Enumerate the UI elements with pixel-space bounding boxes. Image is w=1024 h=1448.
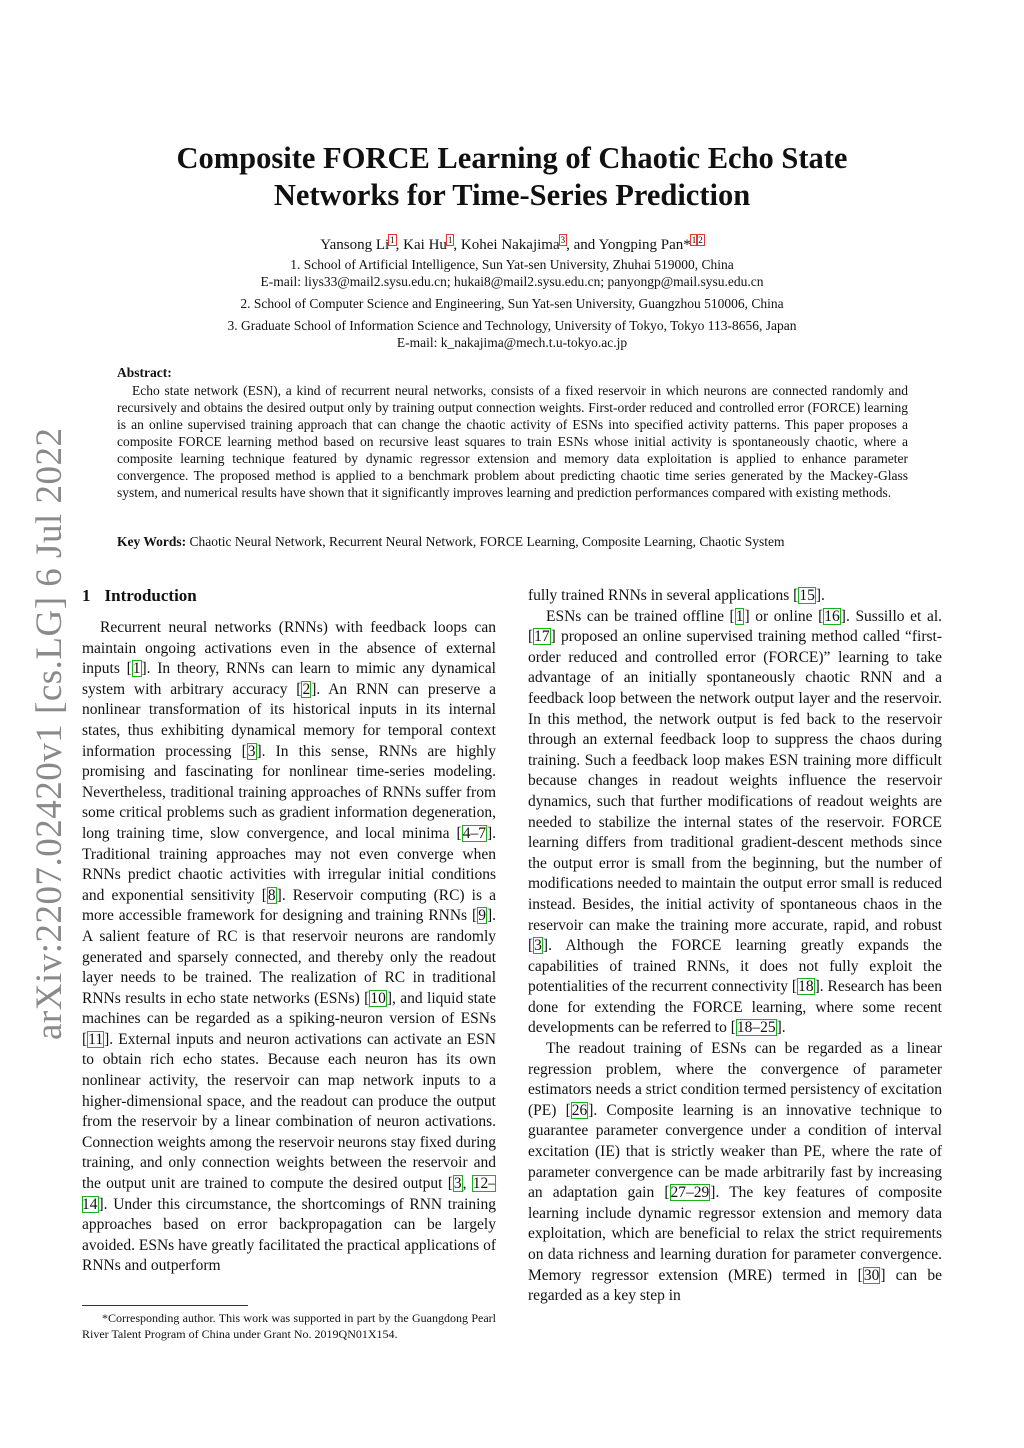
citation-link[interactable]: 15	[799, 587, 815, 604]
affiliation-link[interactable]: 1	[390, 235, 395, 245]
keywords-list: Chaotic Neural Network, Recurrent Neural Network, FORCE Learning, Composite Learning, Chaotic System	[189, 534, 785, 549]
affiliation-1	[130, 256, 894, 290]
affiliation-link[interactable]: 1	[447, 235, 453, 245]
affiliation-link[interactable]: 2	[698, 235, 703, 245]
author-name: Yongping Pan*	[598, 237, 691, 253]
citation-link[interactable]: 10	[370, 989, 386, 1007]
citation-link[interactable]: 2	[302, 680, 311, 698]
affiliation-3-name: 3. Graduate School of Information Science and Technology, University of Tokyo, Tokyo 113-8656, Japan	[227, 318, 797, 333]
left-column	[82, 618, 496, 1277]
citation-link[interactable]: 11	[88, 1030, 104, 1048]
section-heading-introduction	[82, 586, 197, 606]
citation-link[interactable]: 4–7	[462, 824, 486, 842]
affiliation-3-email: E-mail: k_nakajima@mech.t.u-tokyo.ac.jp	[396, 335, 628, 350]
citation-link[interactable]: 27–29	[670, 1184, 710, 1202]
keywords	[117, 533, 908, 550]
citation-link[interactable]: 30	[863, 1266, 880, 1284]
affiliation-2: 2. School of Computer Science and Engineering, Sun Yat-sen University, Guangzhou 510006, China	[240, 296, 784, 311]
intro-paragraph-3: ESNs can be trained offline [1] or online [16]. Sussillo et al. [17] proposed an online supervised training method called “first-order reduced and controlled error (FORCE)” learning to take advantage of an initially spontaneously chaotic RNN and a feedback loop between the network output layer and the reservoir. In this method, the network output is fed back to the reservoir through an external feedback loop to suppress the chaos during training. Such a feedback loop makes ESN training more difficult because changes in readout weights influence the reservoir dynamics, such that further modifications of readout weights are needed to stabilize the internal states of the reservoir. FORCE learning differs from traditional gradient-descent methods since the output error is small from the beginning, but the number of modifications needed to maintain the output error small is reduced instead. Besides, the initial activity of spontaneous chaos in the reservoir can make the training more accurate, rapid, and robust [3]. Although the FORCE learning greatly expands the capabilities of trained RNNs, it does not fully exploit the potentialities of the recurrent connectivity [18]. Research has been done for extending the FORCE learning, where some recent developments can be referred to [18–25].	[528, 607, 943, 1037]
affiliation-link[interactable]: 3	[560, 235, 566, 245]
title-line-2: Networks for Time-Series Prediction	[273, 178, 751, 212]
keywords-label: Key Words:	[117, 534, 187, 549]
right-column	[528, 586, 942, 1307]
author-name: Yansong Li	[320, 237, 390, 253]
citation-link[interactable]: 9	[478, 907, 486, 925]
citation-link[interactable]: 3	[247, 742, 256, 760]
citation-link[interactable]: 16	[824, 607, 840, 625]
footnote: *Corresponding author. This work was supported in part by the Guangdong Pearl River Talent Program of China under Grant No. 2019QN01X154.	[82, 1311, 496, 1341]
citation-link[interactable]: 12–14	[82, 1175, 497, 1213]
author-separator: ,	[395, 237, 404, 253]
intro-paragraph-2: fully trained RNNs in several applications [15].	[528, 587, 825, 604]
citation-link[interactable]: 1	[132, 660, 141, 678]
arxiv-identifier: arXiv:2207.02420v1 [cs.LG] 6 Jul 2022	[29, 427, 70, 1040]
abstract-heading: Abstract:	[117, 365, 172, 380]
affiliation-3	[130, 317, 894, 351]
author-list	[130, 230, 894, 255]
citation-link[interactable]: 1	[735, 607, 744, 625]
citation-link[interactable]: 8	[267, 886, 276, 904]
citation-link[interactable]: 18–25	[736, 1019, 776, 1037]
author-separator: , and	[566, 237, 599, 253]
citation-link[interactable]: 3	[534, 937, 542, 955]
author-name: Kohei Nakajima	[460, 237, 560, 253]
affiliation-link[interactable]: 1	[691, 235, 697, 245]
title-line-1: Composite FORCE Learning of Chaotic Echo State	[176, 141, 848, 175]
author-name: Kai Hu	[403, 237, 447, 253]
citation-link[interactable]: 26	[571, 1101, 588, 1119]
paper-title	[130, 140, 894, 214]
author-separator: ,	[453, 237, 461, 253]
affiliation-1-email: E-mail: liys33@mail2.sysu.edu.cn; hukai8@mail2.sysu.edu.cn; panyongp@mail.sysu.edu.cn	[260, 274, 764, 289]
citation-link[interactable]: 17	[534, 628, 550, 646]
section-title: Introduction	[104, 586, 197, 605]
citation-link[interactable]: 18	[798, 978, 814, 996]
citation-link[interactable]: 3	[453, 1175, 462, 1193]
abstract-text: Echo state network (ESN), a kind of recurrent neural networks, consists of a fixed reservoir in which neurons are connected randomly and recursively and obtains the desired output only by training output connection weights. First-order reduced and controlled error (FORCE) learning is an online supervised training approach that can change the chaotic activity of ESNs into specified activity patterns. This paper proposes a composite FORCE learning method based on recursive least squares to train ESNs whose initial activity is spontaneously chaotic, where a composite learning technique featured by dynamic regressor extension and memory data exploitation is applied to enhance parameter convergence. The proposed method is applied to a benchmark problem about predicting chaotic time series generated by the Mackey-Glass system, and numerical results have shown that it significantly improves learning and prediction performances compared with existing methods.	[117, 383, 908, 500]
intro-paragraph-4: The readout training of ESNs can be regarded as a linear regression problem, where the convergence of parameter estimators needs a strict condition termed persistency of excitation (PE) [26]. Composite learning is an innovative technique to guarantee parameter convergence under a condition of interval excitation (IE) that is strictly weaker than PE, where the rate of parameter convergence can be made arbitrarily fast by increasing an adaptation gain [27–29]. The key features of composite learning include dynamic regressor extension and memory data exploitation, which are beneficial to relax the strict requirements on data richness and learning duration for parameter convergence. Memory regressor extension (MRE) termed in [30] can be regarded as a key step in	[528, 1040, 942, 1305]
author-affiliation-mark[interactable]	[691, 235, 704, 245]
footnote-rule	[82, 1305, 248, 1306]
section-number: 1	[82, 586, 91, 605]
affiliation-1-name: 1. School of Artificial Intelligence, Sun Yat-sen University, Zhuhai 519000, China	[290, 257, 734, 272]
intro-paragraph-1: Recurrent neural networks (RNNs) with feedback loops can maintain ongoing activations even in the absence of external inputs [1]. In theory, RNNs can learn to mimic any dynamical system with arbitrary accuracy [2]. An RNN can preserve a nonlinear transformation of its historical inputs in its internal states, thus exhibiting dynamical memory for temporal context information processing [3]. In this sense, RNNs are highly promising and fascinating for nonlinear time-series modeling. Nevertheless, traditional training approaches of RNNs suffer from some critical problems such as gradient information degeneration, long training time, slow convergence, and local minima [4–7]. Traditional training approaches may not even converge when RNNs predict chaotic activities with irregular initial conditions and exponential sensitivity [8]. Reservoir computing (RC) is a more accessible framework for designing and training RNNs [9]. A salient feature of RC is that reservoir neurons are randomly generated and sparsely connected, and thereby only the readout layer needs to be trained. The realization of RC in traditional RNNs results in echo state networks (ESNs) [10], and liquid state machines can be regarded as a spiking-neuron version of ESNs [11]. External inputs and neuron activations can activate an ESN to obtain rich echo states. Because each neuron has its own nonlinear activity, the reservoir can map network inputs to a higher-dimensional space, and the readout can produce the output from the reservoir by a linear combination of neuron activations. Connection weights among the reservoir neurons stay fixed during training, and only connection weights between the reservoir and the output unit are trained to compute the desired output [3, 12–14]. Under this circumstance, the shortcomings of RNN training approaches based on error backpropagation can be largely avoided. ESNs have greatly facilitated the practical applications of RNNs and outperform	[82, 619, 497, 1275]
